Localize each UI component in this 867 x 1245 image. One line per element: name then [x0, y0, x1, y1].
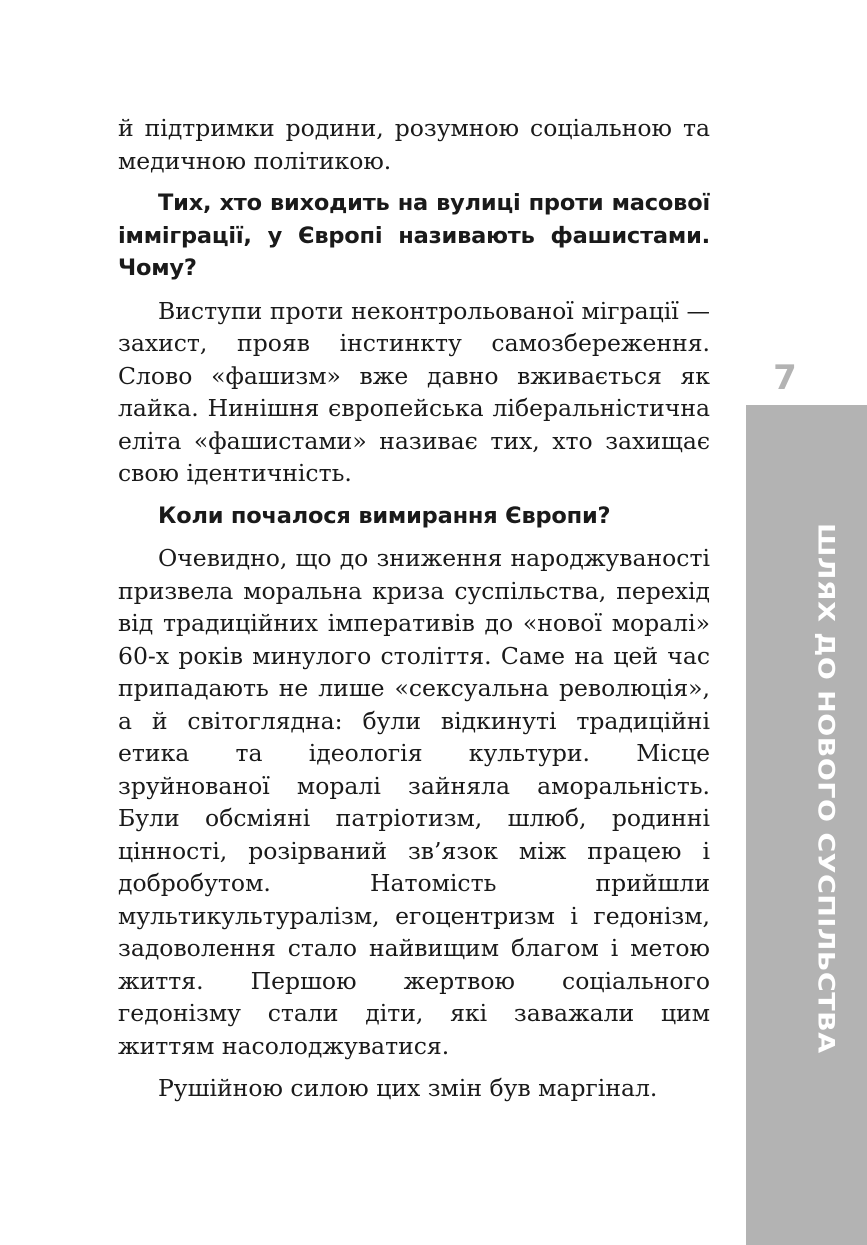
question-heading: Коли почалося вимирання Європи? — [158, 502, 611, 529]
running-title-tab — [746, 405, 867, 1245]
answer-paragraph: Рушійною силою цих змін був маргінал. — [158, 1074, 658, 1102]
page-number: 7 — [773, 358, 797, 398]
answer-paragraph: Виступи проти неконтрольованої міграції — захист, прояв інстинкту самозбереження. Слово «фашизм» вже давно вживається як лайка. Нинішня європейська ліберальністична еліта «фашистами» називає тих, хто захищає свою ідентичність. — [118, 296, 710, 487]
running-title-wrapper — [806, 523, 844, 1054]
answer-paragraph: Очевидно, що до зниження народжуваності призвела моральна криза суспільства, перехід від традиційних імперативів до «нової моралі» 60-х років минулого століття. Саме на цей час припадають не лише «сексуальна революція», а й світоглядна: були відкинуті традиційні етика та ідеологія культури. Місце зруйнованої моралі зайняла аморальність. Були обсміяні патріотизм, шлюб, родинні цінності, розірваний зв’язок між працею і добробутом. Натомість прийшли мультикультуралізм, егоцентризм і гедонізм, задоволення стало найвищим благом і метою життя. Першою жертвою соціального гедонізму стали діти, які заважали цим життям насолоджуватися. — [118, 544, 710, 1060]
page-body-text — [118, 112, 710, 1115]
question-heading: Тих, хто виходить на вулиці проти масової імміграції, у Європі називають фашистами. Чому? — [118, 190, 710, 281]
paragraph-continuation: й підтримки родини, розумною соціальною та медичною політикою. — [118, 114, 710, 175]
running-title: ШЛЯХ ДО НОВОГО СУСПІЛЬСТВА — [812, 523, 838, 1054]
